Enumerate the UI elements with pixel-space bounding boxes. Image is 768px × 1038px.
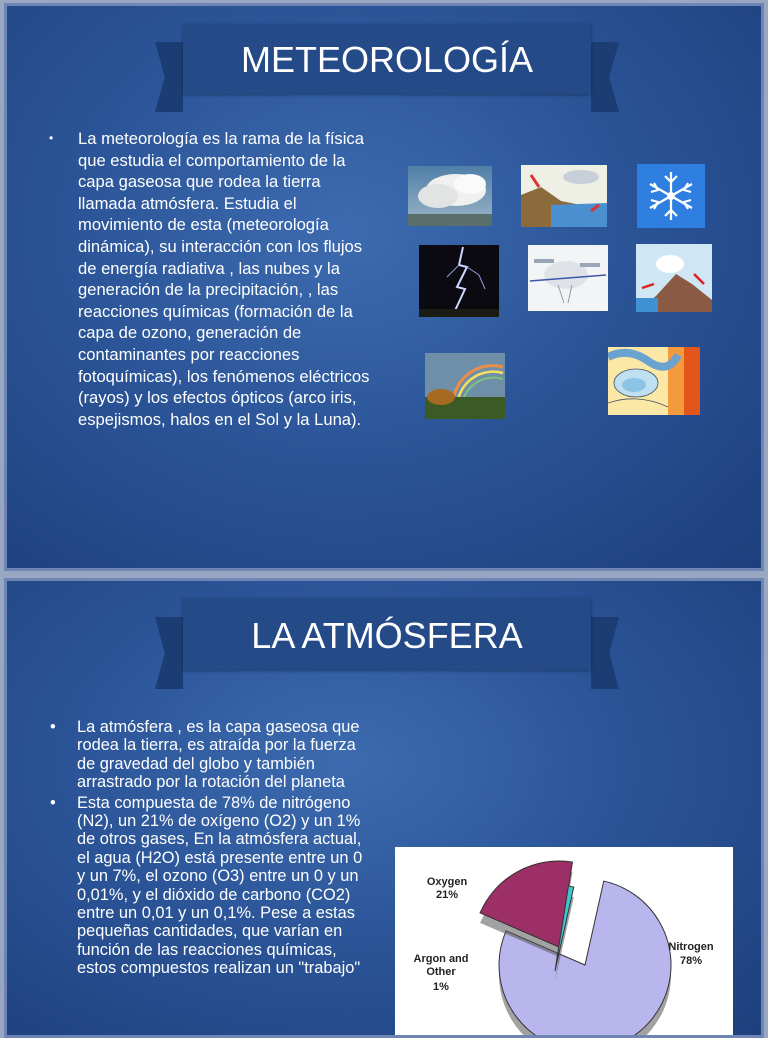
label-argon-value: 1%: [433, 981, 449, 993]
pie-chart-svg: [395, 847, 733, 1038]
label-nitrogen: Nitrogen: [668, 941, 714, 953]
title-ribbon-right: [591, 617, 619, 689]
snowflake: [637, 164, 705, 228]
bullet-text: Esta compuesta de 78% de nitrógeno (N2), un 21% de oxígeno (O2) y un 1% de otros gases, En la atmósfera actual, el agua (H2O) está presente entre un 0 y un 7%, el ozono (O3) entre un 0 y un 0,01%, y el dióxido de carbono (CO2) entre un 0,01 y un 0,1%. Pese a estas pequeñas cantidades, que varían en función de las reacciones químicas, estos compuestos realizan un "trabajo": [77, 793, 363, 978]
orographic-cloud-diagram: [636, 244, 712, 312]
bullet-text: La meteorología es la rama de la física que estudia el comportamiento de la capa gaseosa que rodea la tierra llamada atmósfera. Estudia el movimiento de esta (meteorología dinámica), su interacción con los flujos de energía radiativa , las nubes y la generación de la precipitación, , las reacciones químicas (formación de la capa de ozono, generación de contaminantes por reacciones fotoquímicas), los fenómenos eléctricos (rayos) y los efectos ópticos (arco iris, espejismos, halos en el Sol y la Luna).: [78, 129, 370, 429]
bullet-symbol: •: [50, 793, 56, 812]
bullet-item: [50, 793, 373, 978]
bullet-item: [49, 128, 374, 430]
bullet-text: La atmósfera , es la capa gaseosa que rodea la tierra, es atraída por la fuerza de gravedad del globo y también arrastrado por la rotación del planeta: [77, 718, 360, 792]
bullet-symbol: •: [49, 131, 54, 145]
lightning-photo: [419, 245, 499, 317]
label-argon: Argon and: [413, 953, 469, 965]
bullet-list: [49, 128, 374, 430]
label-oxygen: Oxygen: [426, 876, 468, 888]
title-ribbon-left: [155, 42, 183, 112]
title-ribbon-right: [591, 42, 619, 112]
cloud-photo: [408, 166, 492, 226]
label-nitrogen-value: 78%: [679, 955, 703, 967]
bullet-symbol: •: [50, 718, 56, 736]
composition-pie-chart: [395, 847, 733, 1038]
slide-meteorologia: [4, 3, 764, 571]
slide-title: METEOROLOGÍA: [240, 39, 534, 80]
weather-front-diagram: [528, 245, 608, 311]
label-argon-other: Other: [426, 966, 456, 978]
contour-map: [608, 347, 700, 415]
slide-atmosfera: [4, 578, 764, 1038]
slide-title: LA ATMÓSFERA: [251, 615, 523, 656]
title-banner: [183, 24, 591, 94]
title-banner: [183, 598, 591, 670]
water-cycle-diagram: [521, 165, 607, 227]
rainbow-photo: [425, 353, 505, 419]
bullet-list: [50, 718, 373, 978]
bullet-item: [50, 718, 373, 792]
label-oxygen-value: 21%: [435, 889, 459, 901]
title-ribbon-left: [155, 617, 183, 689]
